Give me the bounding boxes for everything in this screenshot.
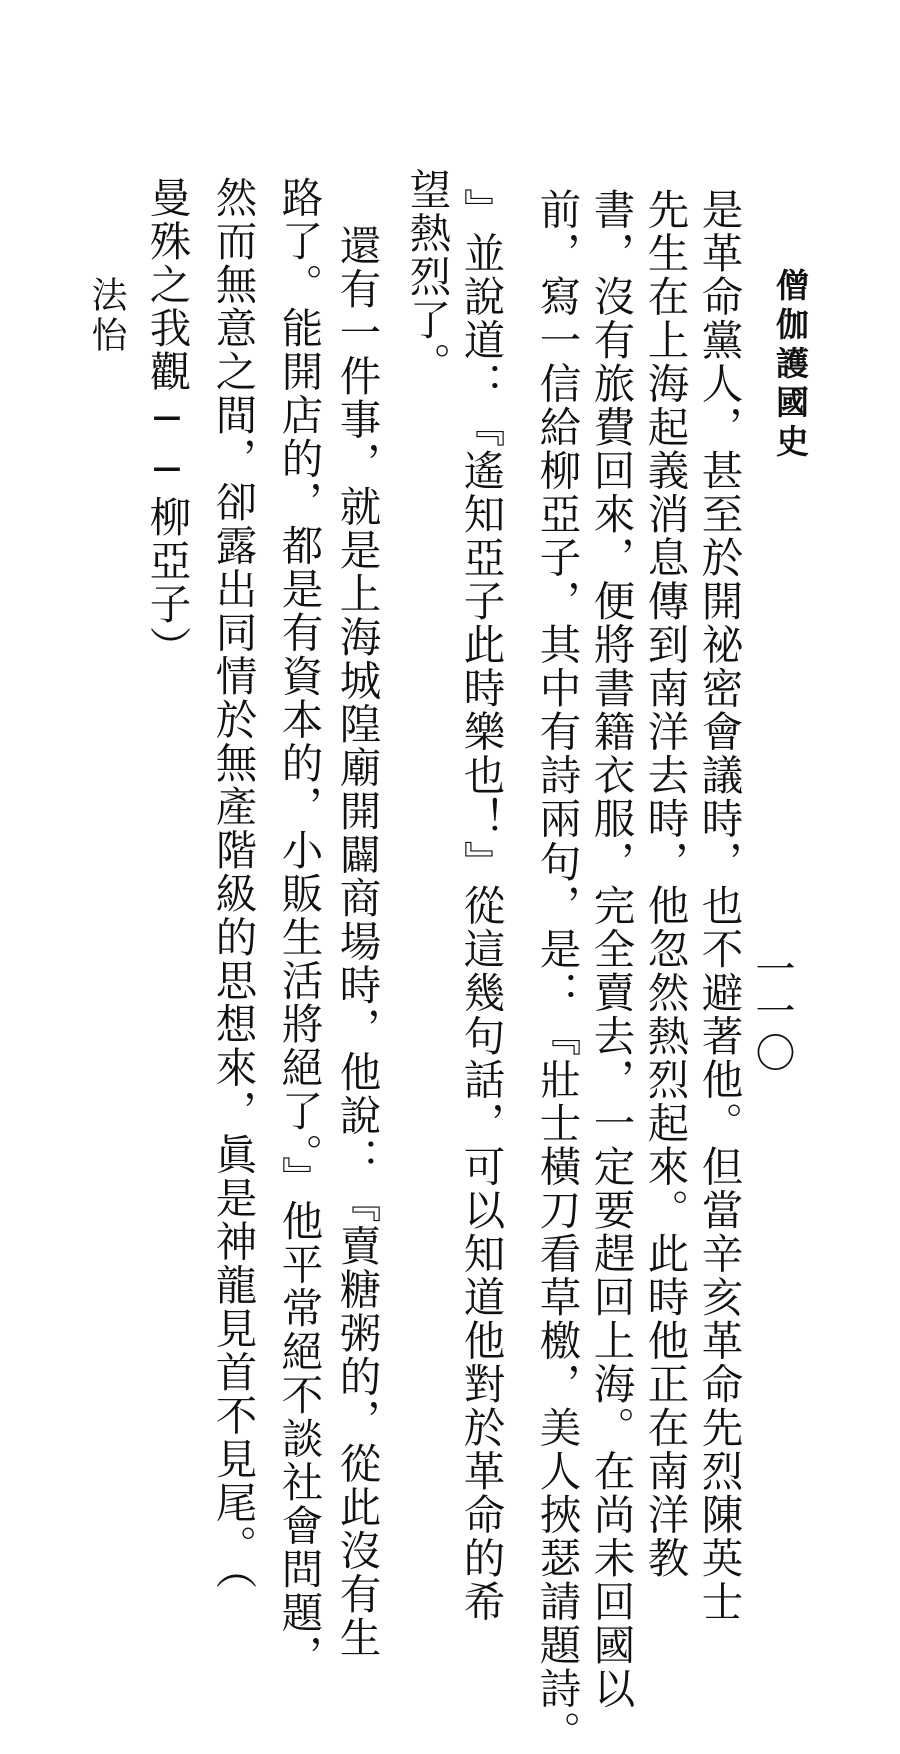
page-number: 一一〇 xyxy=(749,948,795,1074)
text-column-2: 先生在上海起義消息傳到南洋去時，他忽然熱烈起來。此時他正在南洋教 xyxy=(640,188,690,1580)
text-column-3: 書，沒有旅費回來，便將書籍衣服，完全賣去，一定要趕回上海。在尚未回國以 xyxy=(586,188,636,1711)
text-column-10: 曼殊之我觀──柳亞子） xyxy=(142,176,192,670)
author-signature: 法怡 xyxy=(86,276,127,356)
text-column-1: 是革命黨人，甚至於開祕密會議時，也不避著他。但當辛亥革命先烈陳英士 xyxy=(694,188,744,1624)
text-column-7: 還有一件事，就是上海城隍廟開闢商場時，他說：『賣糖粥的，從此沒有生 xyxy=(332,224,382,1660)
running-header-title: 僧伽護國史 xyxy=(771,268,810,463)
text-column-6: 望熱烈了。 xyxy=(402,168,452,386)
text-column-8: 路了。能開店的，都是有資本的，小販生活將絕了。』他平常絕不談社會問題， xyxy=(274,176,324,1678)
text-column-9: 然而無意之間，卻露出同情於無產階級的思想來，眞是神龍見首不見尾。（ xyxy=(208,176,258,1591)
text-column-5: 』並說道：『遙知亞子此時樂也！』從這幾句話，可以知道他對於革命的希 xyxy=(456,188,506,1624)
text-column-4: 前，寫一信給柳亞子，其中有詩兩句，是：『壯士橫刀看草檄，美人挾瑟請題詩。 xyxy=(532,188,582,1754)
